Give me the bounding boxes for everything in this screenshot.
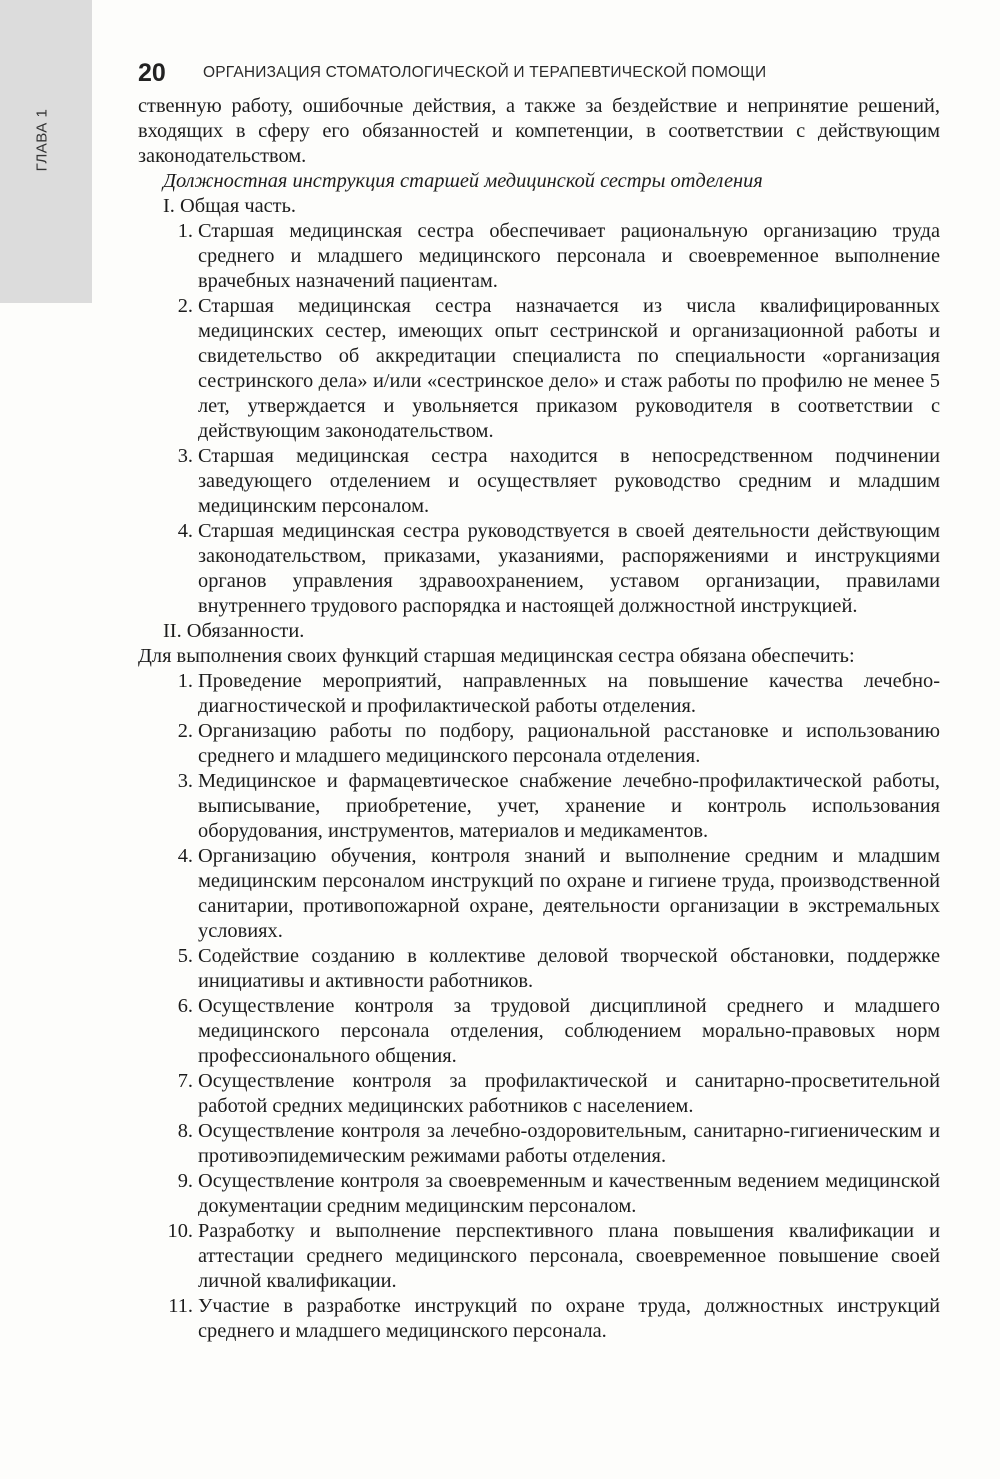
- list-item: [138, 1169, 940, 1219]
- list-item-text: Содействие созданию в коллективе деловой творческой обстановки, поддержке инициативы и активности работников.: [198, 945, 940, 992]
- section-heading-general: I. Общая часть.: [163, 195, 296, 217]
- list-number: 1.: [177, 670, 193, 692]
- list-number: 10.: [167, 1220, 193, 1242]
- general-part-list: [138, 219, 940, 619]
- list-item: [138, 219, 940, 294]
- list-item-text: Старшая медицинская сестра обеспечивает рациональную организацию труда среднего и младшего медицинского персонала и своевременное выполнение врачебных назначений пациентам.: [198, 220, 940, 292]
- list-number: 2.: [177, 295, 193, 317]
- list-item-text: Организацию обучения, контроля знаний и выполнение средним и младшим медицинским персоналом инструкций по охране и гигиене труда, производственной санитарии, противопожарной охране, деятельности организации в экстремальных условиях.: [198, 845, 940, 942]
- list-item-text: Старшая медицинская сестра руководствуется в своей деятельности действующим законодательством, приказами, указаниями, распоряжениями и инструкциями органов управления здравоохранением, уставом организации, правилами внутреннего трудового распорядка и настоящей должностной инструкцией.: [198, 520, 940, 617]
- list-item: [138, 1119, 940, 1169]
- list-item-text: Осуществление контроля за профилактической и санитарно-просветительной работой средних медицинских работников с населением.: [198, 1070, 940, 1117]
- list-number: 1.: [177, 220, 193, 242]
- list-number: 7.: [177, 1070, 193, 1092]
- page-body: [138, 94, 940, 1344]
- list-item: [138, 1219, 940, 1294]
- list-number: 4.: [177, 520, 193, 542]
- list-item: [138, 769, 940, 844]
- list-item-text: Медицинское и фармацевтическое снабжение лечебно-профилактической работы, выписывание, приобретение, учет, хранение и контроль использования оборудования, инструментов, материалов и медикаментов.: [198, 770, 940, 842]
- list-number: 5.: [177, 945, 193, 967]
- list-item-text: Участие в разработке инструкций по охране труда, должностных инструкций среднего и младшего медицинского персонала.: [198, 1295, 940, 1342]
- list-number: 3.: [177, 445, 193, 467]
- list-number: 4.: [177, 845, 193, 867]
- chapter-side-tab: [0, 0, 92, 303]
- list-number: 9.: [177, 1170, 193, 1192]
- list-number: 6.: [177, 995, 193, 1017]
- running-title: ОРГАНИЗАЦИЯ СТОМАТОЛОГИЧЕСКОЙ И ТЕРАПЕВТИЧЕСКОЙ ПОМОЩИ: [203, 64, 767, 81]
- list-item: [138, 994, 940, 1069]
- list-item-text: Старшая медицинская сестра находится в непосредственном подчинении заведующего отделением и осуществляет руководство средним и младшим медицинским персоналом.: [198, 445, 940, 517]
- list-item-text: Разработку и выполнение перспективного плана повышения квалификации и аттестации среднего медицинского персонала, своевременное повышение своей личной квалификации.: [198, 1220, 940, 1292]
- list-item: [138, 844, 940, 944]
- list-number: 2.: [177, 720, 193, 742]
- list-item-text: Организацию работы по подбору, рациональной расстановке и использованию среднего и младшего медицинского персонала отделения.: [198, 720, 940, 767]
- chapter-label: ГЛАВА 1: [33, 108, 51, 172]
- list-item-text: Проведение мероприятий, направленных на повышение качества лечебно-диагностической и профилактической работы отделения.: [198, 670, 940, 717]
- list-item: [138, 444, 940, 519]
- list-item-text: Осуществление контроля за лечебно-оздоровительным, санитарно-гигиеническим и противоэпидемическим режимами работы отделения.: [198, 1120, 940, 1167]
- list-item-text: Осуществление контроля за трудовой дисциплиной среднего и младшего медицинского персонала отделения, соблюдением морально-правовых норм профессионального общения.: [198, 995, 940, 1067]
- section-heading-duties: II. Обязанности.: [163, 620, 305, 642]
- instruction-title: Должностная инструкция старшей медицинской сестры отделения: [163, 170, 763, 192]
- duties-lead: Для выполнения своих функций старшая медицинская сестра обязана обеспечить:: [138, 645, 855, 667]
- list-item: [138, 669, 940, 719]
- list-item: [138, 944, 940, 994]
- list-number: 11.: [168, 1295, 193, 1317]
- list-number: 3.: [177, 770, 193, 792]
- intro-paragraph: ственную работу, ошибочные действия, а также за бездействие и непринятие решений, входящих в сферу его обязанностей и компетенции, в соответствии с действующим законодательством.: [138, 95, 940, 167]
- list-item: [138, 294, 940, 444]
- list-item-text: Осуществление контроля за своевременным и качественным ведением медицинской документации средним медицинским персоналом.: [198, 1170, 940, 1217]
- list-item: [138, 1069, 940, 1119]
- list-item-text: Старшая медицинская сестра назначается из числа квалифицированных медицинских сестер, имеющих опыт сестринской и организационной работы и свидетельство об аккредитации специалиста по специальности «организация сестринского дела» и/или «сестринское дело» и стаж работы по профилю не менее 5 лет, утверждается и увольняется приказом руководителя в соответствии с действующим законодательством.: [198, 295, 940, 442]
- duties-list: [138, 669, 940, 1344]
- list-item: [138, 519, 940, 619]
- list-item: [138, 719, 940, 769]
- list-number: 8.: [177, 1120, 193, 1142]
- list-item: [138, 1294, 940, 1344]
- page-number: 20: [138, 59, 166, 87]
